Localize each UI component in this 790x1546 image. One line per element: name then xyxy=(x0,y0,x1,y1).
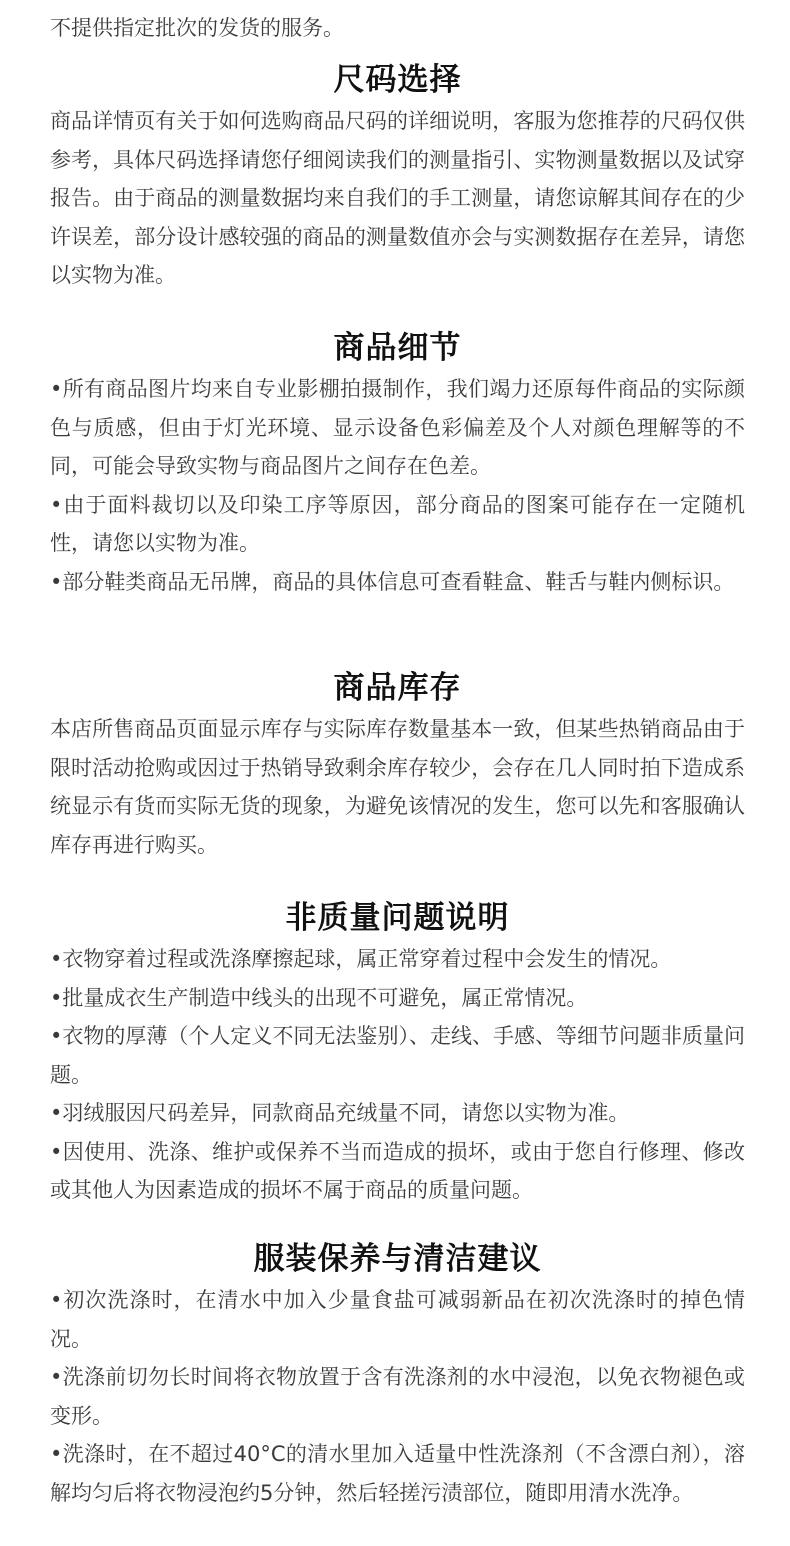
section-product-stock xyxy=(50,666,745,864)
non-quality-item-thickness: •衣物的厚薄（个人定义不同无法鉴别）、走线、手感、等细节问题非质量问题。 xyxy=(50,1024,745,1087)
care-item-wash-method: •洗涤时，在不超过40°C的清水里加入适量中性洗涤剂（不含漂白剂），溶解均匀后将衣物浸泡约5分钟，然后轻搓污渍部位，随即用清水洗净。 xyxy=(50,1442,745,1505)
product-details-item-patterns: •由于面料裁切以及印染工序等原因，部分商品的图案可能存在一定随机性，请您以实物为准。 xyxy=(50,492,745,555)
product-details-item-shoe-tags: •部分鞋类商品无吊牌，商品的具体信息可查看鞋盒、鞋舌与鞋内侧标识。 xyxy=(50,569,735,594)
size-selection-paragraph: 商品详情页有关于如何选购商品尺码的详细说明，客服为您推荐的尺码仅供参考，具体尺码选择请您仔细阅读我们的测量指引、实物测量数据以及试穿报告。由于商品的测量数据均来自我们的手工测量，请您谅解其间存在的少许误差，部分设计感较强的商品的测量数值亦会与实测数据存在差异，请您以实物为准。 xyxy=(50,109,745,287)
section-care-cleaning xyxy=(50,1237,745,1512)
non-quality-item-down-fill: •羽绒服因尺码差异，同款商品充绒量不同，请您以实物为准。 xyxy=(50,1101,630,1125)
section-size-selection xyxy=(50,58,745,295)
section-product-details xyxy=(50,326,745,601)
non-quality-item-pilling: •衣物穿着过程或洗涤摩擦起球，属正常穿着过程中会发生的情况。 xyxy=(50,947,672,971)
section-title-non-quality-issues: 非质量问题说明 xyxy=(285,900,510,936)
section-title-care-cleaning: 服装保养与清洁建议 xyxy=(253,1241,542,1277)
section-non-quality-issues xyxy=(50,896,745,1210)
product-details-item-photos: •所有商品图片均来自专业影棚拍摄制作，我们竭力还原每件商品的实际颜色与质感，但由于灯光环境、显示设备色彩偏差及个人对颜色理解等的不同，可能会导致实物与商品图片之间存在色差。 xyxy=(50,377,745,478)
non-quality-item-improper-care: •因使用、洗涤、维护或保养不当而造成的损坏，或由于您自行修理、修改或其他人为因素造成的损坏不属于商品的质量问题。 xyxy=(50,1139,745,1202)
non-quality-item-loose-threads: •批量成衣生产制造中线头的出现不可避免，属正常情况。 xyxy=(50,985,588,1010)
section-title-size-selection: 尺码选择 xyxy=(333,62,462,98)
care-item-first-wash: •初次洗涤时，在清水中加入少量食盐可减弱新品在初次洗涤时的掉色情况。 xyxy=(50,1288,745,1351)
care-item-no-long-soak: •洗涤前切勿长时间将衣物放置于含有洗涤剂的水中浸泡，以免衣物褪色或变形。 xyxy=(50,1365,745,1428)
section-title-product-details: 商品细节 xyxy=(333,330,462,366)
section-title-product-stock: 商品库存 xyxy=(333,670,462,706)
product-stock-paragraph: 本店所售商品页面显示库存与实际库存数量基本一致，但某些热销商品由于限时活动抢购或因过于热销导致剩余库存较少，会存在几人同时拍下造成系统显示有货而实际无货的现象，为避免该情况的发生，您可以先和客服确认库存再进行购买。 xyxy=(50,717,745,857)
previous-section-tail-text: 不提供指定批次的发货的服务。 xyxy=(50,16,344,40)
